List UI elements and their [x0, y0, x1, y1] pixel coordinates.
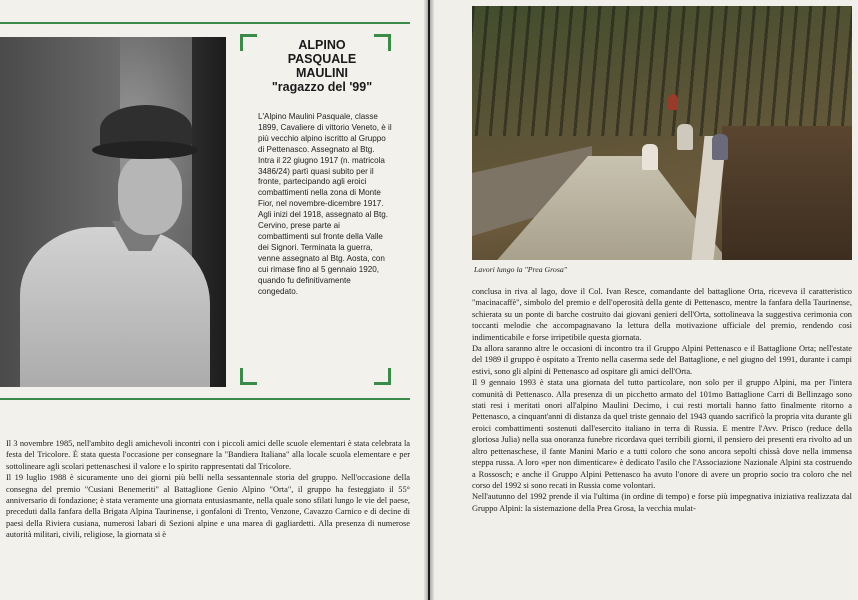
trail-work-photo — [472, 6, 852, 260]
left-page — [0, 0, 428, 600]
sidebar-title — [236, 38, 408, 94]
book-gutter — [424, 0, 434, 600]
left-article — [6, 438, 410, 541]
right-page — [430, 0, 858, 600]
paragraph: Il 19 luglio 1988 è sicuramente uno dei giorni più belli nella sessantennale storia del gruppo. Nell'occasione della consegna del premio "Cusiani Benemeriti" al Battaglione Genio Alpino "Orta", il gruppo ha festeggiato il 55° anniversario di fondazione; è stata veramente una giornata entusiasmante, nella quale sono sfilati lungo le vie del paese, preceduti dalla fanfara della Brigata Alpina Taurinense, i gonfaloni di Trento, Venzone, Cavazzo Carnico e di decine di paesi della Riviera cusiana, numerosi labari di Sezioni alpine e una marea di gagliardetti. Alla presenza di numerose autorità militari, civili, religiose, la giornata si è — [6, 473, 410, 540]
paragraph: Nell'autunno del 1992 prende il via l'ultima (in ordine di tempo) e forse più impegnativa iniziativa realizzata dal Gruppo Alpini: la sistemazione della Prea Grosa, la vecchia mulat- — [472, 492, 852, 513]
title-line: PASQUALE — [287, 52, 357, 66]
paragraph: Il 3 novembre 1985, nell'ambito degli amichevoli incontri con i piccoli amici delle scuole elementari è stata celebrata la festa del Tricolore. È stata questa l'occasione per consegnare la "Bandiera Italiana" alla locale scuola elementare e per sottolineare agli scolari pettenaschesi il valore e lo spirito rappresentati dal Tricolore. — [6, 439, 410, 471]
frame-corner-icon — [240, 368, 257, 385]
photo-caption: Lavori lungo la "Prea Grosa" — [474, 265, 568, 274]
portrait-photo — [0, 37, 226, 387]
frame-corner-icon — [374, 368, 391, 385]
top-rule — [0, 22, 410, 24]
title-line: MAULINI — [295, 66, 349, 80]
title-line: ALPINO — [298, 38, 346, 52]
paragraph: Da allora saranno altre le occasioni di incontro tra il Gruppo Alpini Pettenasco e il Battaglione Orta; nell'estate del 1989 il gruppo è ospitato a Trento nella caserma sede del Battaglione, e nel giugno del 1991, durante i campi estivi, sono gli alpini di Pettenasco ad ospitare gli amici dell'Orta. — [472, 344, 852, 376]
paragraph: conclusa in riva al lago, dove il Col. Ivan Resce, comandante del battaglione Orta, riceveva il caratteristico "macinacaffè", simbolo del premio e dell'operosità della gente di Pettenasco, mentre la fanfara della Taurinense, schierata su un ponte di barche costruito dai giovani genieri dell'Orta, sottolineava la suggestiva cerimonia con toccanti melodie che accompagnavano la lettura della motivazione ufficiale del premio, rendendo così indimenticabile e forse irripetibile questa giornata. — [472, 287, 852, 342]
mid-rule — [0, 398, 410, 400]
right-article — [472, 286, 852, 514]
sidebar-body: L'Alpino Maulini Pasquale, classe 1899, Cavaliere di vittorio Veneto, è il più vecchio alpino iscritto al Gruppo di Pettenasco. Assegnato al Btg. Intra il 22 giugno 1917 (n. matricola 3486/24) partì quasi subito per il fronte, partecipando agli eroici combattimenti nella zona di Monte Fior, nel novembre-dicembre 1917. Agli inizi del 1918, assegnato al Btg. Cervino, prese parte ai combattimenti sul fronte della Valle dei Signori. Terminata la guerra, venne assegnato al Btg. Aosta, con cui rimase fino al 5 gennaio 1920, quando fu definitivamente congedato. — [258, 112, 392, 296]
title-subtitle: "ragazzo del '99" — [271, 80, 373, 94]
paragraph: Il 9 gennaio 1993 è stata una giornata del tutto particolare, non solo per il gruppo Alpini, ma per l'intera comunità di Pettenasco. Alla presenza di un picchetto armato del 101mo Battaglione Carri di Bellinzago sono stati resi i meritati onori all'alpino Maulini Decimo, i cui resti mortali hanno fatto finalmente ritorno a Pettenasco, a cinquant'anni di distanza da quel triste gennaio del 1943 quando sacrificò la propria vita durante gli eroici combattimenti sostenuti dall'esercito italiano in terra di Russia. E mentre l'Avv. Prisco (reduce della gloriosa Julia) nella sua onoranza funebre ricordava quei terribili giorni, il pensiero dei presenti era rivolto ad un altro pettenaschese, il fante Manini Mario e a tutti coloro che sono ancora sepolti chissà dove nella immensa steppa russa. A loro «per non dimenticare» è dedicato l'asilo che l'Associazione Nazionale Alpini sta costruendo a Rossosch; e anche il Gruppo Alpini Pettenasco ha avuto l'onore di avere un proprio socio tra coloro che nel corso del 1992 si sono recati in Russia come volontari. — [472, 378, 852, 490]
